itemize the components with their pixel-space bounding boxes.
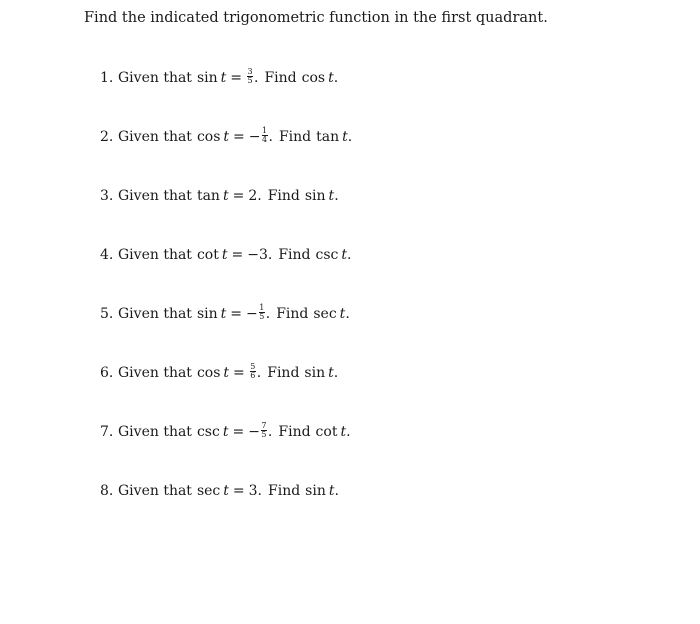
find-period: . [333, 365, 339, 381]
find-text: Find [268, 483, 301, 499]
sentence-period: . [267, 247, 273, 263]
find-function: cot [315, 424, 338, 440]
given-value: 3 [248, 483, 258, 499]
problem-number: 3. [100, 188, 114, 204]
problem-number: 8. [100, 483, 114, 499]
problem-item [100, 67, 352, 129]
find-function: tan [316, 129, 340, 145]
problem-item [100, 421, 352, 483]
sentence-period: . [257, 483, 262, 499]
given-function: sec [196, 483, 221, 499]
given-fraction [261, 422, 267, 439]
find-function: sin [304, 188, 326, 204]
fraction-numerator: 3 [247, 67, 253, 76]
find-variable: t [328, 70, 334, 86]
problem-item [100, 483, 352, 542]
find-variable: t [341, 247, 348, 263]
given-variable: t [223, 483, 229, 499]
problem-number: 6. [100, 365, 114, 381]
find-variable: t [328, 365, 334, 381]
fraction-denominator: 5 [261, 430, 267, 439]
find-function: cos [301, 70, 326, 86]
sentence-period: . [257, 188, 262, 204]
find-period: . [334, 483, 339, 499]
given-function: sin [196, 306, 218, 322]
given-variable: t [223, 365, 230, 381]
given-text: Given that [118, 365, 192, 381]
fraction-numerator: 1 [261, 126, 268, 135]
given-function: cot [196, 247, 219, 263]
given-text: Given that [118, 70, 192, 86]
given-fraction [247, 68, 253, 85]
equals-sign: = [232, 188, 245, 204]
given-value: 3 [258, 247, 268, 263]
given-function: sin [196, 70, 218, 86]
find-variable: t [328, 483, 335, 499]
equals-sign: = [231, 247, 244, 263]
problem-item [100, 188, 352, 247]
given-value: 2 [248, 188, 258, 204]
find-text: Find [278, 247, 311, 263]
equals-sign: = [233, 129, 245, 145]
given-fraction [259, 304, 265, 321]
equals-sign: = [230, 306, 242, 322]
find-function: sin [305, 483, 326, 499]
negative-sign: − [248, 424, 260, 440]
find-text: Find [276, 306, 309, 322]
given-function: cos [196, 365, 221, 381]
fraction-numerator: 5 [250, 362, 256, 371]
given-function: tan [196, 188, 220, 204]
find-text: Find [278, 129, 312, 145]
equals-sign: = [230, 70, 242, 86]
negative-sign: − [246, 306, 258, 322]
find-variable: t [342, 129, 348, 145]
sentence-period: . [268, 129, 273, 145]
problem-number: 2. [100, 129, 114, 145]
fraction-numerator: 7 [261, 421, 267, 430]
find-period: . [347, 129, 353, 145]
problem-item [100, 126, 353, 188]
given-text: Given that [118, 247, 192, 263]
fraction-denominator: 5 [259, 312, 265, 321]
given-function: csc [196, 424, 220, 440]
find-text: Find [267, 188, 300, 204]
find-period: . [334, 188, 339, 204]
given-fraction [250, 363, 256, 380]
problem-number: 4. [100, 247, 114, 263]
equals-sign: = [232, 424, 245, 440]
problem-item [100, 303, 352, 365]
find-period: . [345, 306, 350, 322]
given-variable: t [222, 424, 229, 440]
find-text: Find [267, 365, 300, 381]
given-variable: t [221, 247, 228, 263]
find-period: . [346, 424, 351, 440]
given-fraction [262, 127, 268, 144]
problem-item [100, 362, 352, 424]
find-variable: t [340, 424, 347, 440]
given-text: Given that [118, 306, 192, 322]
given-text: Given that [118, 424, 192, 440]
find-text: Find [264, 70, 297, 86]
negative-sign: − [248, 129, 261, 145]
given-text: Given that [118, 483, 192, 499]
problem-list [100, 67, 353, 542]
fraction-numerator: 1 [259, 303, 265, 312]
sentence-period: . [254, 70, 259, 86]
fraction-denominator: 6 [250, 371, 256, 380]
find-function: csc [315, 247, 339, 263]
given-variable: t [223, 129, 230, 145]
fraction-denominator: 5 [247, 76, 253, 85]
problem-number: 5. [100, 306, 114, 322]
given-variable: t [222, 188, 229, 204]
find-variable: t [328, 188, 335, 204]
given-variable: t [220, 70, 227, 86]
problem-number: 7. [100, 424, 114, 440]
given-function: cos [196, 129, 221, 145]
equals-sign: = [232, 483, 245, 499]
equals-sign: = [233, 365, 245, 381]
find-function: sec [313, 306, 337, 322]
negative-sign: − [247, 247, 259, 263]
given-variable: t [220, 306, 227, 322]
find-function: sin [304, 365, 326, 381]
find-variable: t [339, 306, 346, 322]
sentence-period: . [267, 424, 273, 440]
find-period: . [347, 247, 352, 263]
given-text: Given that [118, 129, 192, 145]
find-period: . [333, 70, 339, 86]
fraction-denominator: 4 [261, 135, 268, 144]
sentence-period: . [265, 306, 271, 322]
given-text: Given that [118, 188, 192, 204]
problem-number: 1. [100, 70, 114, 86]
find-text: Find [278, 424, 311, 440]
instructions-heading: Find the indicated trigonometric function in the first quadrant. [84, 10, 548, 26]
problem-item [100, 247, 352, 306]
sentence-period: . [256, 365, 262, 381]
